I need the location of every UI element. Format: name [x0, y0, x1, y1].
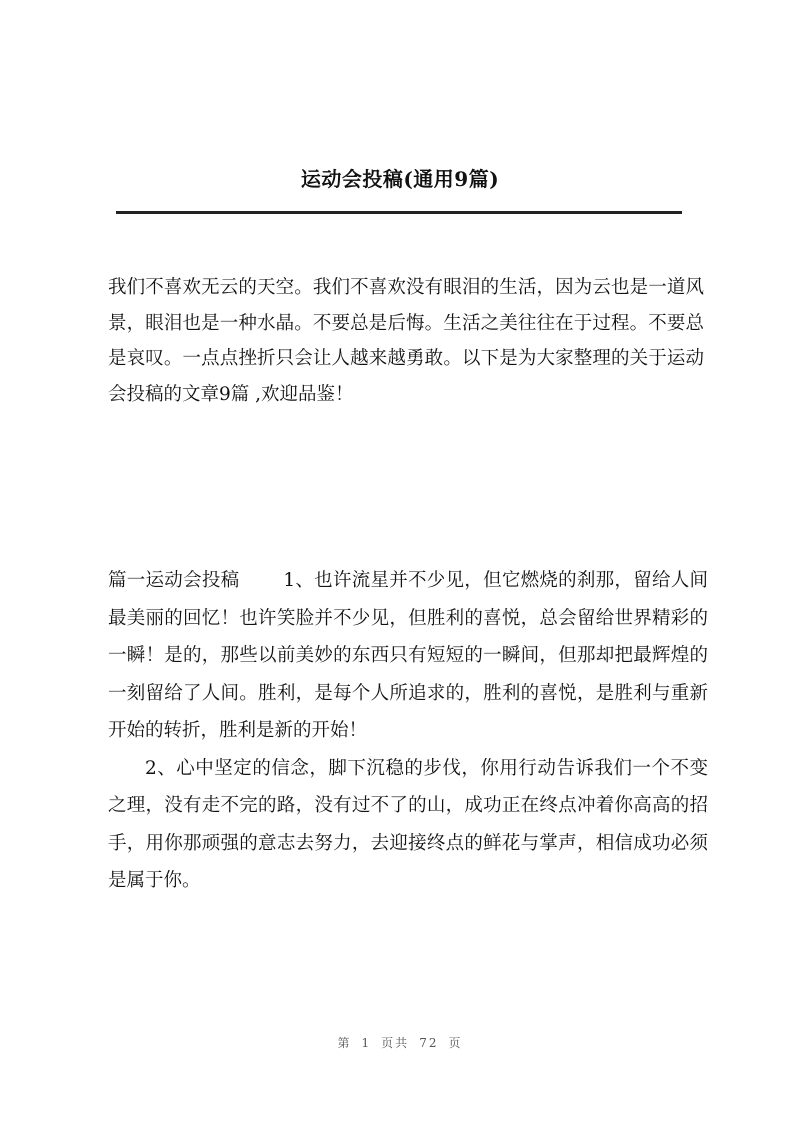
document-title: 运动会投稿(通用9篇): [300, 167, 500, 191]
footer-page-number: 1: [361, 1036, 372, 1050]
title-divider: [116, 211, 682, 214]
intro-paragraph: 我们不喜欢无云的天空。我们不喜欢没有眼泪的生活，因为云也是一道风景，眼泪也是一种水晶。不要总是后悔。生活之美往往在于过程。不要总是哀叹。一点点挫折只会让人越来越勇敢。以下是为大家整理的关于运动会投稿的文章9篇 ,欢迎品鉴！: [108, 277, 704, 405]
footer-suffix: 页: [448, 1036, 463, 1050]
footer-total-pages: 72: [419, 1036, 439, 1050]
page-footer: [0, 1034, 800, 1051]
footer-middle: 页共: [381, 1036, 410, 1050]
footer-prefix: 第: [337, 1036, 352, 1050]
section-1-paragraph-2: 2、心中坚定的信念，脚下沉稳的步伐，你用行动告诉我们一个不变之理，没有走不完的路，没有过不了的山，成功正在终点冲着你高高的招手，用你那顽强的意志去努力，去迎接终点的鲜花与掌声，相信成功必须是属于你。: [108, 757, 708, 891]
section-1: [108, 562, 708, 900]
section-1-first-paragraph: [108, 562, 708, 750]
section-1-heading: 篇一运动会投稿: [108, 570, 240, 591]
section-1-paragraph-1: 1、也许流星并不少见，但它燃烧的刹那，留给人间最美丽的回忆！也许笑脸并不少见，但胜利的喜悦，总会留给世界精彩的一瞬！是的，那些以前美妙的东西只有短短的一瞬间，但那却把最辉煌的一刻留给了人间。胜利，是每个人所追求的，胜利的喜悦，是胜利与重新开始的转折，胜利是新的开始！: [108, 570, 708, 741]
